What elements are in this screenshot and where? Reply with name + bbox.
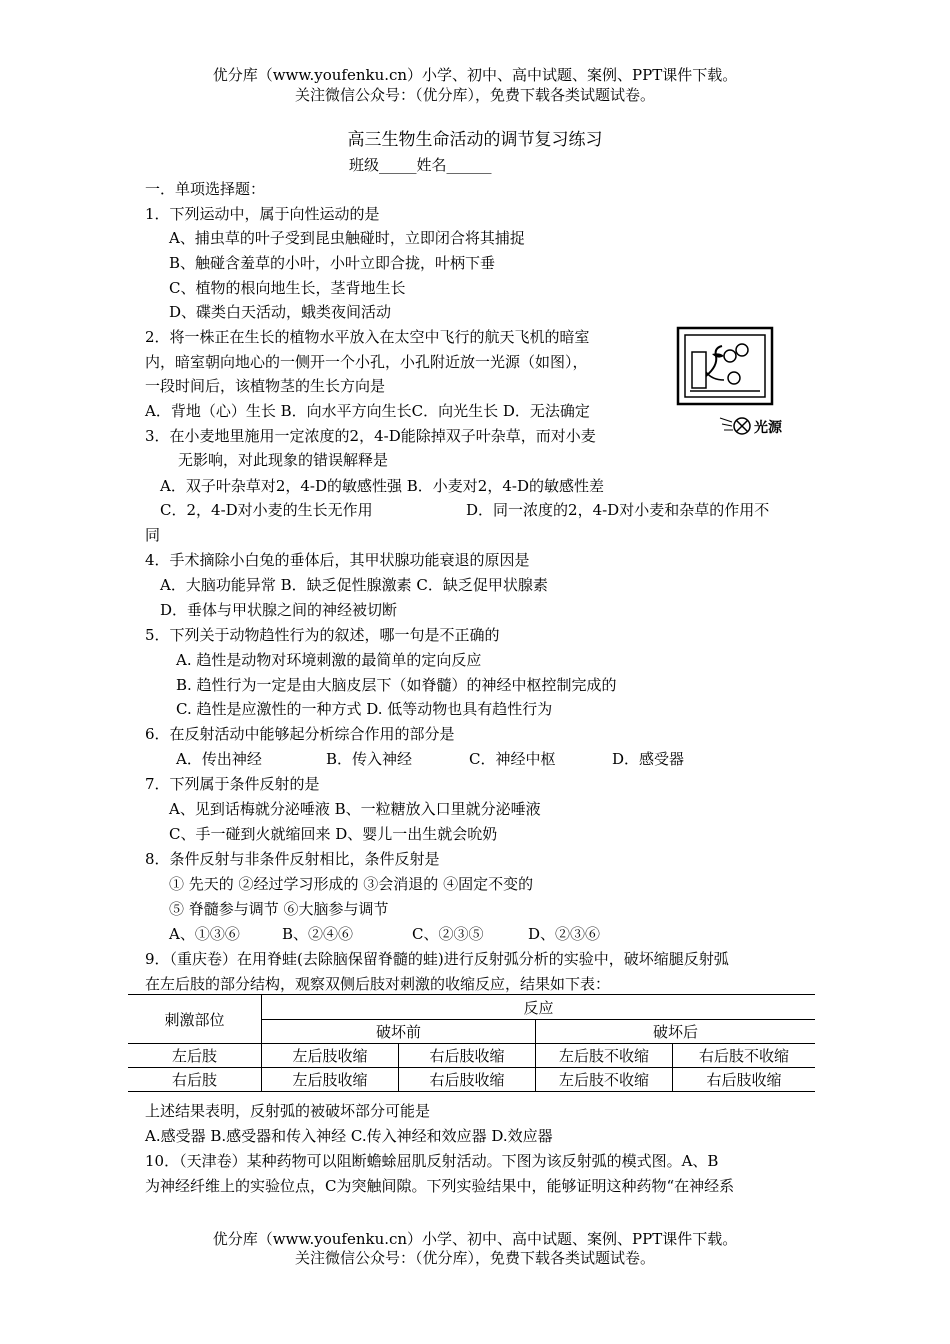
page-title: 高三生物生命活动的调节复习练习 xyxy=(347,130,603,150)
q5-stem: 5．下列关于动物趋性行为的叙述，哪一句是不正确的 xyxy=(145,626,500,644)
q5-options-cd: C. 趋性是应激性的一种方式 D. 低等动物也具有趋性行为 xyxy=(176,700,553,718)
q9-stem-1: 9．（重庆卷）在用脊蛙(去除脑保留脊髓的蛙)进行反射弧分析的实验中，破坏缩腿反射弧 xyxy=(145,950,729,968)
q4-option-d: D．垂体与甲状腺之间的神经被切断 xyxy=(160,601,398,619)
table-row xyxy=(128,1068,815,1092)
q2-stem-1: 2．将一株正在生长的植物水平放入在太空中飞行的航天飞机的暗室 xyxy=(145,328,590,346)
dark-room-plant-diagram xyxy=(672,326,802,446)
q2-figure xyxy=(672,326,802,450)
cell: 右后肢 xyxy=(128,1068,262,1092)
q8-option-d: D、②③⑥ xyxy=(528,925,601,943)
q6-option-b: B．传入神经 xyxy=(326,750,413,768)
q1-option-b: B、触碰含羞草的小叶，小叶立即合拢，叶柄下垂 xyxy=(169,254,496,272)
header-line-2: 关注微信公众号：（优分库），免费下载各类试题试卷。 xyxy=(294,86,655,104)
q3-option-d: D．同一浓度的2，4-D对小麦和杂草的作用不 xyxy=(466,501,770,519)
light-source-label: 光源 xyxy=(754,420,782,436)
cell: 右后肢收缩 xyxy=(399,1044,536,1068)
cell: 左后肢收缩 xyxy=(262,1068,399,1092)
q8-option-a: A、①③⑥ xyxy=(169,925,240,943)
q8-items-1: ① 先天的 ②经过学习形成的 ③会消退的 ④固定不变的 xyxy=(169,875,534,893)
cell: 右后肢不收缩 xyxy=(673,1044,816,1068)
q8-items-2: ⑤ 脊髓参与调节 ⑥大脑参与调节 xyxy=(169,900,389,918)
q1-option-d: D、碟类白天活动，蛾类夜间活动 xyxy=(169,303,392,321)
footer-line-1: 优分库（www.youfenku.cn）小学、初中、高中试题、案例、PPT课件下载。 xyxy=(212,1230,738,1248)
q8-option-b: B、②④⑥ xyxy=(282,925,354,943)
cell: 右后肢收缩 xyxy=(673,1068,816,1092)
q8-option-c: C、②③⑤ xyxy=(412,925,484,943)
q9-options: A.感受器 B.感受器和传入神经 C.传入神经和效应器 D.效应器 xyxy=(145,1127,553,1145)
q10-stem-2: 为神经纤维上的实验位点，C为突触间隙。下列实验结果中，能够证明这种药物“在神经系 xyxy=(145,1177,735,1195)
footer-line-2: 关注微信公众号：（优分库），免费下载各类试题试卷。 xyxy=(294,1249,655,1267)
q2-stem-2: 内，暗室朝向地心的一侧开一个小孔，小孔附近放一光源（如图）， xyxy=(145,353,588,371)
q5-option-a: A. 趋性是动物对环境刺激的最简单的定向反应 xyxy=(176,651,482,669)
q6-stem: 6．在反射活动中能够起分析综合作用的部分是 xyxy=(145,725,455,743)
q5-option-b: B. 趋性行为一定是由大脑皮层下（如脊髓）的神经中枢控制完成的 xyxy=(176,676,617,694)
q4-options-abc: A．大脑功能异常 B．缺乏促性腺激素 C．缺乏促甲状腺素 xyxy=(160,576,548,594)
header-before: 破坏前 xyxy=(262,1020,536,1044)
cell: 左后肢不收缩 xyxy=(536,1044,673,1068)
q1-option-a: A、捕虫草的叶子受到昆虫触碰时，立即闭合将其捕捉 xyxy=(169,229,525,247)
header-line-1: 优分库（www.youfenku.cn）小学、初中、高中试题、案例、PPT课件下载。 xyxy=(212,66,738,84)
cell: 左后肢收缩 xyxy=(262,1044,399,1068)
table-row xyxy=(128,1044,815,1068)
q1-option-c: C、植物的根向地生长，茎背地生长 xyxy=(169,279,406,297)
header-response: 反应 xyxy=(262,995,816,1020)
q4-stem: 4．手术摘除小白兔的垂体后，其甲状腺功能衰退的原因是 xyxy=(145,551,530,569)
cell: 左后肢不收缩 xyxy=(536,1068,673,1092)
q6-option-a: A．传出神经 xyxy=(176,750,262,768)
q1-stem: 1．下列运动中，属于向性运动的是 xyxy=(145,205,380,223)
q7-stem: 7．下列属于条件反射的是 xyxy=(145,775,320,793)
q3-stem-1: 3．在小麦地里施用一定浓度的2，4-D能除掉双子叶杂草，而对小麦 xyxy=(145,427,596,445)
header-stimulus-site: 刺激部位 xyxy=(128,995,262,1044)
q8-stem: 8．条件反射与非条件反射相比，条件反射是 xyxy=(145,850,440,868)
reflex-results-table xyxy=(128,994,815,1092)
q2-stem-3: 一段时间后，该植物茎的生长方向是 xyxy=(145,377,386,395)
class-name-line: 班级_____姓名______ xyxy=(349,156,492,174)
q2-options: A．背地（心）生长 B．向水平方向生长C．向光生长 D．无法确定 xyxy=(145,402,590,420)
q3-options-ab: A．双子叶杂草对2，4-D的敏感性强 B．小麦对2，4-D的敏感性差 xyxy=(160,477,604,495)
q9-conclusion: 上述结果表明，反射弧的被破坏部分可能是 xyxy=(145,1102,431,1120)
header-after: 破坏后 xyxy=(536,1020,816,1044)
q6-option-d: D．感受器 xyxy=(612,750,685,768)
q3-option-c: C．2，4-D对小麦的生长无作用 xyxy=(160,501,373,519)
q3-option-d-cont: 同 xyxy=(145,526,161,544)
q3-stem-2: 无影响，对此现象的错误解释是 xyxy=(178,451,389,469)
q7-options-cd: C、手一碰到火就缩回来 D、婴儿一出生就会吮奶 xyxy=(169,825,498,843)
q7-options-ab: A、见到话梅就分泌唾液 B、一粒糖放入口里就分泌唾液 xyxy=(169,800,541,818)
q9-stem-2: 在左后肢的部分结构，观察双侧后肢对刺激的收缩反应，结果如下表： xyxy=(145,975,611,993)
q6-option-c: C．神经中枢 xyxy=(469,750,556,768)
cell: 右后肢收缩 xyxy=(399,1068,536,1092)
q10-stem-1: 10．（天津卷）某种药物可以阻断蟾蜍屈肌反射活动。下图为该反射弧的模式图。A、B xyxy=(145,1152,719,1170)
section-heading: 一．单项选择题： xyxy=(145,180,266,198)
cell: 左后肢 xyxy=(128,1044,262,1068)
